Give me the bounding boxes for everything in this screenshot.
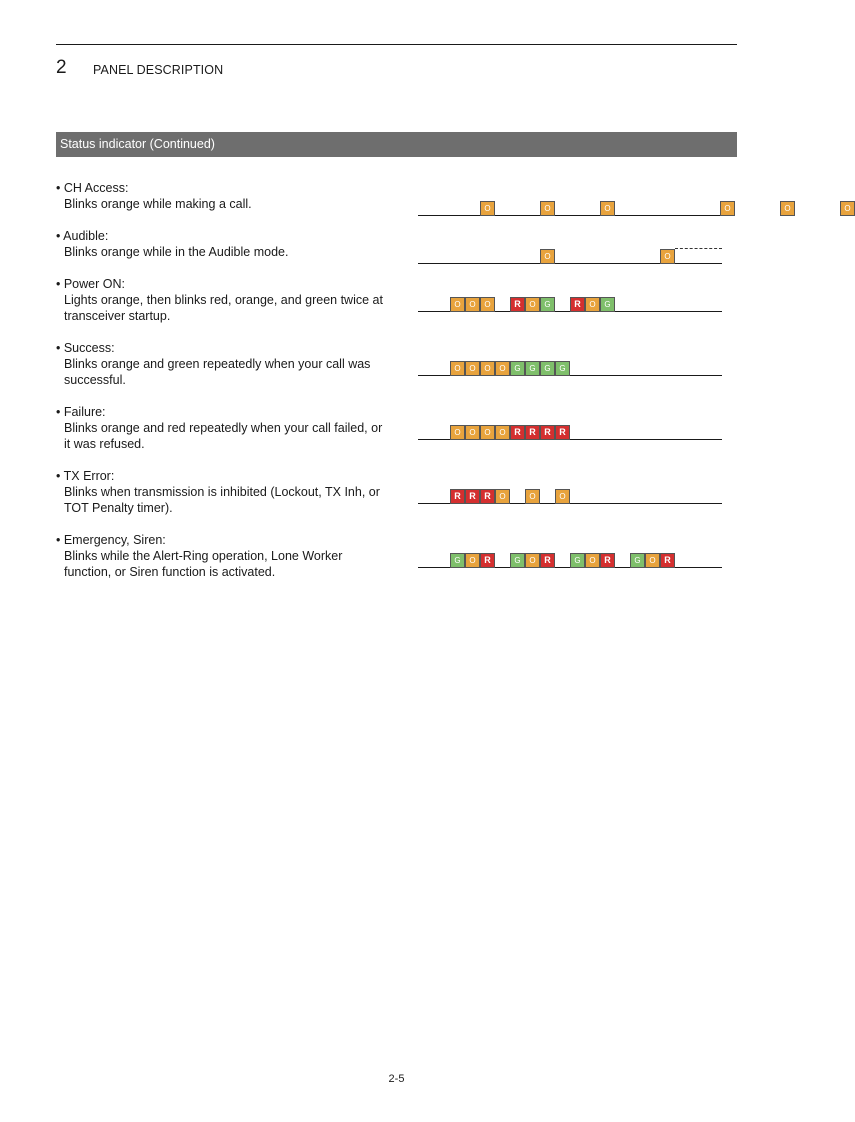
led-block-orange: O [480,201,495,216]
entry-failure [56,404,386,452]
led-block-orange: O [465,361,480,376]
led-block-green: G [600,297,615,312]
entry-tx-error [56,468,386,516]
led-block-red: R [510,297,525,312]
led-block-red: R [465,489,480,504]
led-block-green: G [570,553,585,568]
entry-description: Blinks orange and green repeatedly when your call was successful. [64,357,371,387]
led-block-orange: O [645,553,660,568]
led-block-red: R [540,553,555,568]
entry-description: Blinks when transmission is inhibited (Lockout, TX Inh, or TOT Penalty timer). [64,485,380,515]
led-block-orange: O [465,297,480,312]
led-block-red: R [540,425,555,440]
section-title: Status indicator (Continued) [60,137,215,151]
led-block-orange: O [525,489,540,504]
led-block-green: G [630,553,645,568]
continuation-dash [675,248,722,249]
timeline-baseline [418,215,722,216]
led-block-orange: O [495,489,510,504]
led-block-orange: O [720,201,735,216]
timeline-ch-access [418,192,851,216]
entry-audible [56,228,386,260]
timeline-failure [418,416,722,440]
led-block-green: G [555,361,570,376]
led-block-orange: O [480,361,495,376]
entry-title: • Failure: [56,405,106,419]
timeline-power-on [418,288,722,312]
entry-description: Blinks orange while in the Audible mode. [64,245,289,259]
led-block-orange: O [495,425,510,440]
led-block-orange: O [480,297,495,312]
led-block-red: R [600,553,615,568]
led-block-red: R [525,425,540,440]
led-block-orange: O [450,361,465,376]
top-rule [56,44,737,45]
entry-emergency-siren [56,532,386,580]
chapter-number: 2 [56,57,67,78]
led-block-red: R [510,425,525,440]
led-block-orange: O [525,553,540,568]
led-block-red: R [480,489,495,504]
entry-title: • Emergency, Siren: [56,533,166,547]
led-block-red: R [570,297,585,312]
entry-ch-access [56,180,386,212]
led-block-green: G [540,361,555,376]
led-block-orange: O [600,201,615,216]
entry-title: • Audible: [56,229,109,243]
timeline-tx-error [418,480,722,504]
entry-description: Blinks while the Alert-Ring operation, Lone Worker function, or Siren function is activated. [64,549,343,579]
led-block-orange: O [840,201,855,216]
led-block-orange: O [660,249,675,264]
entry-power-on [56,276,386,324]
entry-title: • CH Access: [56,181,129,195]
entry-success [56,340,386,388]
led-block-green: G [540,297,555,312]
led-block-orange: O [495,361,510,376]
timeline-audible [418,240,722,264]
led-block-orange: O [450,297,465,312]
led-block-orange: O [585,297,600,312]
led-block-green: G [510,553,525,568]
led-block-orange: O [555,489,570,504]
chapter-title: PANEL DESCRIPTION [93,63,224,77]
led-block-red: R [450,489,465,504]
entry-description: Blinks orange while making a call. [64,197,252,211]
led-block-orange: O [540,201,555,216]
entry-description: Blinks orange and red repeatedly when your call failed, or it was refused. [64,421,383,451]
led-block-orange: O [525,297,540,312]
led-block-red: R [660,553,675,568]
entry-description: Lights orange, then blinks red, orange, and green twice at transceiver startup. [64,293,383,323]
led-block-orange: O [585,553,600,568]
led-block-green: G [525,361,540,376]
led-block-orange: O [780,201,795,216]
page-number: 2-5 [388,1073,405,1085]
led-block-orange: O [540,249,555,264]
led-block-green: G [450,553,465,568]
timeline-success [418,352,722,376]
led-block-orange: O [480,425,495,440]
led-block-red: R [555,425,570,440]
led-block-red: R [480,553,495,568]
led-block-orange: O [465,425,480,440]
entry-title: • Success: [56,341,115,355]
timeline-emergency-siren [418,544,722,568]
entry-title: • Power ON: [56,277,125,291]
timeline-baseline [418,263,722,264]
led-block-orange: O [465,553,480,568]
led-block-green: G [510,361,525,376]
entry-title: • TX Error: [56,469,115,483]
led-block-orange: O [450,425,465,440]
